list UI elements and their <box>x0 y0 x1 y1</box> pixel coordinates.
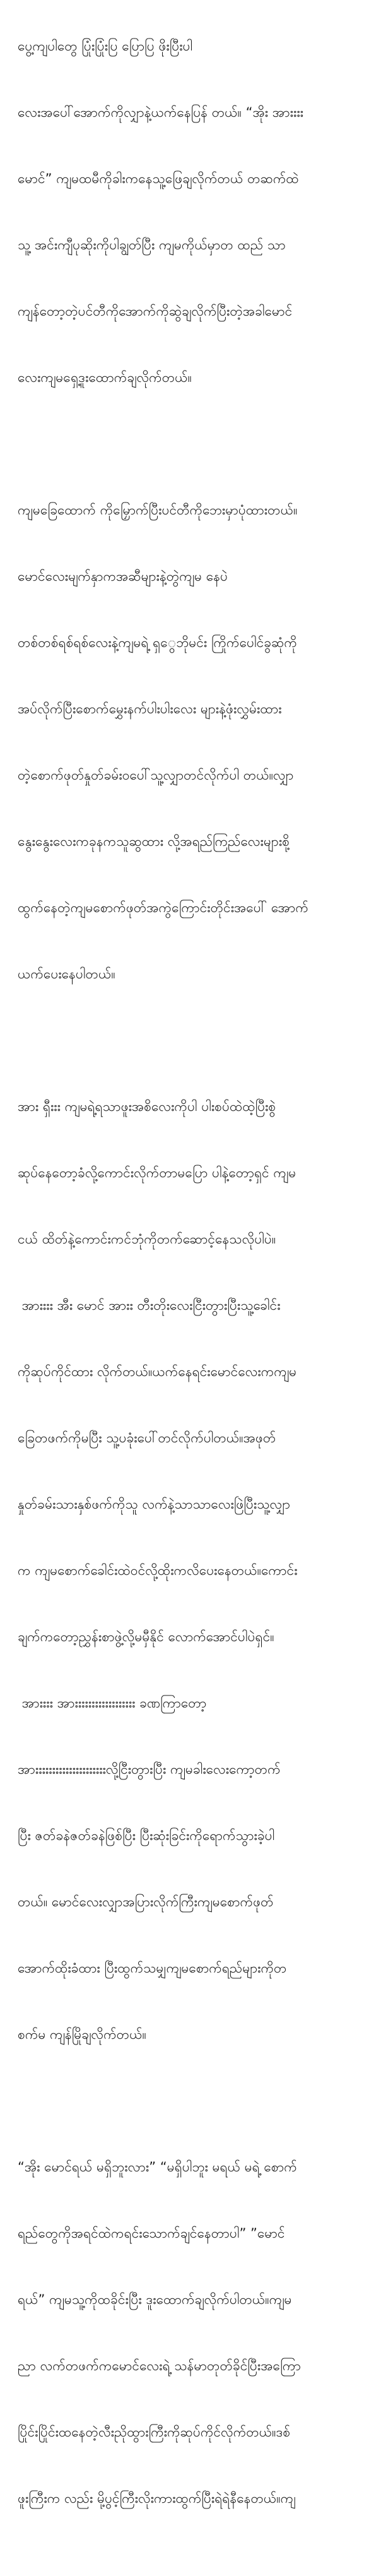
text-line: က ကျမစောက်ခေါင်းထဲဝင်လို့ထိုးကလိပေးနေတယ်။ကောင်း <box>18 1563 298 1578</box>
text-line: ငယ် ထိတ်နဲ့ကောင်းကင်ဘုံကိုတက်ဆောင့်နေသလိုပါပဲ။ <box>18 1232 276 1247</box>
text-line: အပ်လိုက်ပြီးစောက်မွှေးနက်ပါးပါးလေး များနဲ့ဖုံးလွှမ်းထား <box>18 701 282 716</box>
text-line: လေးကျမရှေ့ဒူးထောက်ချလိုက်တယ်။ <box>18 370 192 385</box>
text-line: လေးအပေါ်အောက်ကိုလျှာနဲ့ယက်နေပြန် တယ်။ “အိုး အားးးး <box>18 105 303 120</box>
text-line: ထွက်နေတဲ့ကျမစောက်ဖုတ်အကွဲကြောင်းတိုင်းအပေါ် အောက် <box>18 900 308 915</box>
text-line: အား ရှီးးး ကျမရဲ့ရသာဖူးအစိလေးကိုပါ ပါးစပ်ထဲထဲ့ပြီးစွဲ <box>18 1099 276 1114</box>
paragraph-2 <box>18 455 367 1030</box>
paragraph-3 <box>18 1052 367 2090</box>
text-line: သူ့ အင်းကျီပုဆိုးကိုပါချွတ်ပြီး ကျမကိုယ်မှာတ ထည် သာ <box>18 237 286 252</box>
text-line: စက်မ ကျန်မြိုချလိုက်တယ်။ <box>18 2027 146 2042</box>
text-line: ပြိုင်းပြိုင်းထနေတဲ့လီးညိုထွားကြီးကိုဆုပ်ကိုင်လိုက်တယ်။ဒစ် <box>18 2425 291 2440</box>
text-line: မောင်လေးမျက်နှာကအဆီများနဲ့တွဲကျမ နေပဲ <box>18 569 228 584</box>
text-line: အားးးး အားးးးးးးးးးးးးးးးးး ခဏကြာတော့ <box>18 1695 207 1711</box>
text-line: ကျမခြေထောက် ကိုမြှောက်ပြီးပင်တီကိုဘေးမှာပုံထားတယ်။ <box>18 502 298 518</box>
text-line: ရည်တွေကိုအရင်ထဲကရင်းသောက်ချင်နေတာပါ” ”မောင် <box>18 2226 285 2241</box>
text-line: ယက်ပေးနေပါတယ်။ <box>18 966 115 982</box>
text-line: ကျန်တော့တဲ့ပင်တီကိုအောက်ကိုဆွဲချလိုက်ပြီးတဲ့အခါမောင် <box>18 304 293 319</box>
text-line: တစ်တစ်ရစ်ရစ်လေးနဲ့ကျမရဲ့ ရှွေဘိုမင်း ကြိုက်ပေါင်ခွဆုံကို <box>18 635 297 650</box>
text-line: ကိုဆုပ်ကိုင်ထား လိုက်တယ်။ယက်နေရင်းမောင်လေးကကျမ <box>18 1364 297 1379</box>
text-line: နွေးနွေးလေးကခုနကသူဆွထား လို့အရည်ကြည်လေးများစို့ <box>18 834 290 849</box>
text-line: မောင်” ကျမထမီကိုခါးကနေသူ့ဖြေချလိုက်တယ် တဆက်ထဲ <box>18 171 299 186</box>
text-line: အားးးးးးးးးးးးးးးးးးးးးလို့ငြီးတွားပြီး ကျမခါးလေးကော့တက် <box>18 1762 281 1777</box>
text-line: “အိုး မောင်ရယ် မရှိဘူးလား” “မရှိပါဘူး မရယ် မရဲ့ စောက် <box>18 2159 297 2175</box>
text-line: တဲ့စောက်ဖုတ်နှုတ်ခမ်းဝပေါ်သူ့လျှာတင်လိုက်ပါ တယ်။လျှာ <box>18 768 294 783</box>
text-line: တယ်။ မောင်လေးလျှာအပြားလိုက်ကြီးကျမစောက်ဖုတ် <box>18 1894 274 1909</box>
text-line: ဆုပ်နေတော့ခံလို့ကောင်းလိုက်တာမပြော ပါနဲ့တော့ရှင် ကျမ <box>18 1165 296 1180</box>
text-line: ညာ လက်တဖက်ကမောင်လေးရဲ့ သန်မာတုတ်ခိုင်ပြီးအကြော <box>18 2358 302 2373</box>
text-line: အောက်ထိုးခံထား ပြီးထွက်သမျှကျမစောက်ရည်များကိုတ <box>18 1961 287 1976</box>
text-line: ချက်ကတော့ညွှန်းစာဖွဲ့လို့မမှီနိုင် လောက်အောင်ပါပဲရှင်။ <box>18 1629 274 1644</box>
text-line: အားးးး အီး မောင် အားး တီးတိုးလေးငြီးတွားပြီးသူ့ခေါင်း <box>18 1298 281 1313</box>
paragraph-1 <box>18 0 367 433</box>
text-line: ဖူးကြီးက လည်း မို့ပွင့်ကြီးလိုးကားထွက်ပြီးရဲရဲနီနေတယ်။ကျ <box>18 2491 296 2506</box>
text-line: ပြီး ဇတ်ခနဲဇတ်ခနဲဖြစ်ပြီး ပြီးဆုံးခြင်းကိုရောက်သွားခဲ့ပါ <box>18 1828 275 1843</box>
text-line: နှုတ်ခမ်းသားနှစ်ဖက်ကိုသူ လက်နဲ့သာသာလေးဖြဲပြီးသူ့လျှာ <box>18 1497 290 1512</box>
text-line: ရယ်” ကျမသူ့ကိုထခိုင်းပြီး ဒူးထောက်ချလိုက်ပါတယ်။ကျမ <box>18 2292 292 2307</box>
text-line: ခြေတဖက်ကိုမပြီး သူ့ပခုံးပေါ်တင်လိုက်ပါတယ်။အဖုတ် <box>18 1430 276 1445</box>
paragraph-4 <box>18 2112 367 2554</box>
text-line: ပွေ့ကျပါတွေ ပြုံးပြုံးပြ ပြောပြ ဖိုးပြီးပါ <box>18 39 193 54</box>
